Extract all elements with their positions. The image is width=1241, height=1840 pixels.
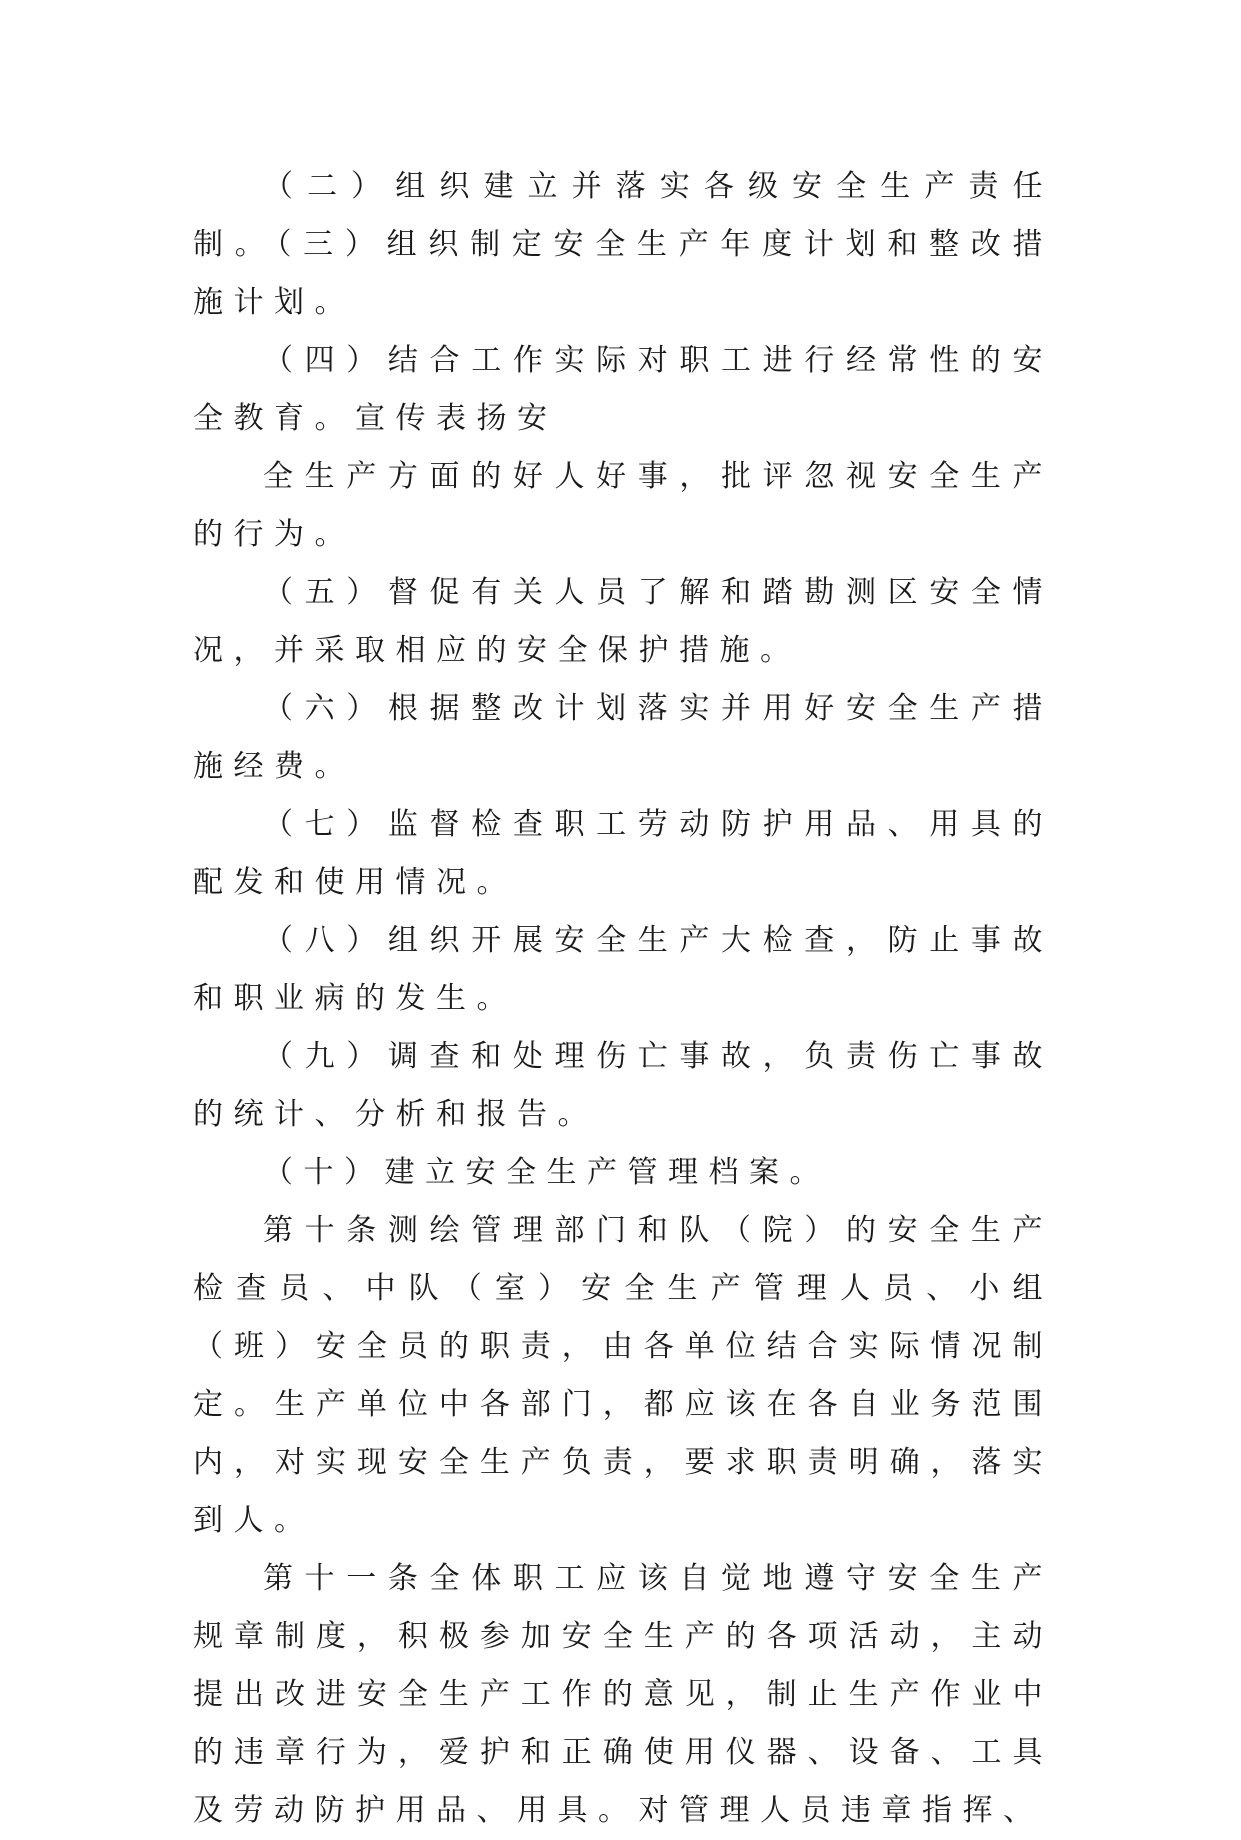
paragraph: （十）建立安全生产管理档案。 <box>263 1155 830 1190</box>
paragraph: （五）督促有关人员了解和踏勘测区安全情况，并采取相应的安全保护措施。 <box>193 575 1053 668</box>
document-body <box>193 158 1053 1840</box>
paragraph: （六）根据整改计划落实并用好安全生产措施经费。 <box>193 691 1053 784</box>
paragraph: （九）调查和处理伤亡事故，负责伤亡事故的统计、分析和报告。 <box>193 1039 1053 1132</box>
paragraph: （八）组织开展安全生产大检查，防止事故和职业病的发生。 <box>193 923 1053 1016</box>
paragraph: 全生产方面的好人好事，批评忽视安全生产的行为。 <box>193 459 1053 552</box>
paragraph: 第十条测绘管理部门和队（院）的安全生产检查员、中队（室）安全生产管理人员、小组（班）安全员的职责，由各单位结合实际情况制定。生产单位中各部门，都应该在各自业务范围内，对实现安全生产负责，要求职责明确，落实到人。 <box>193 1213 1053 1538</box>
paragraph: 第十一条全体职工应该自觉地遵守安全生产规章制度，积极参加安全生产的各项活动，主动提出改进安全生产工作的意见，制止生产作业中的违章行为，爱护和正确使用仪器、设备、工具及劳动防护用品、用具。对管理人员违章指挥、 <box>193 1561 1053 1828</box>
paragraph: （七）监督检查职工劳动防护用品、用具的配发和使用情况。 <box>193 807 1053 900</box>
paragraph: （二）组织建立并落实各级安全生产责任制。（三）组织制定安全生产年度计划和整改措施计划。 <box>193 169 1053 320</box>
paragraph: （四）结合工作实际对职工进行经常性的安全教育。宣传表扬安 <box>193 343 1053 436</box>
